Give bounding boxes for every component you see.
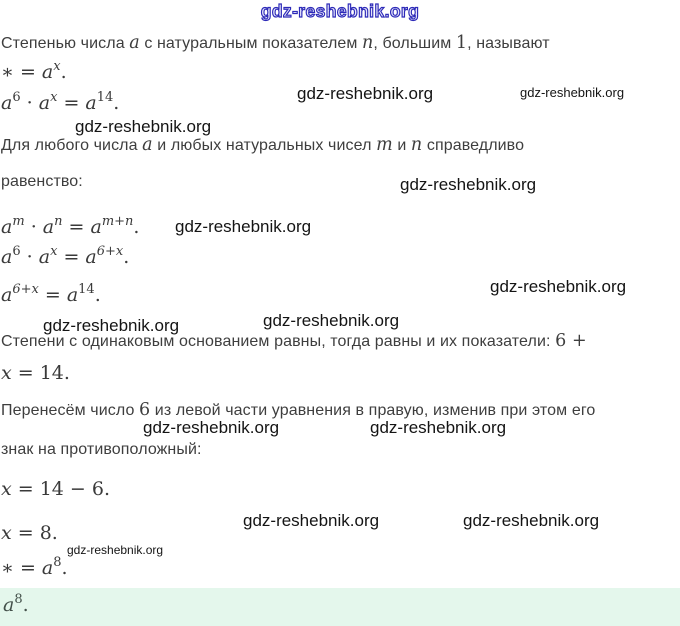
math-var-a: a — [90, 216, 102, 238]
equation-a6plusx-a14 — [1, 284, 101, 309]
text-run: справедливо — [422, 137, 525, 154]
watermark: gdz-reshebnik.org — [520, 85, 625, 100]
watermark: gdz-reshebnik.org — [297, 84, 434, 103]
math-exponent: x — [50, 90, 58, 105]
math-period: . — [123, 246, 130, 268]
site-title-watermark: gdz-reshebnik.org — [260, 1, 420, 21]
math-exponent: 14 — [78, 282, 95, 297]
math-var-a: a — [1, 216, 13, 238]
math-exponent: n — [54, 214, 63, 229]
equation-x-14-minus-6 — [1, 478, 110, 501]
math-var-a: a — [1, 246, 13, 268]
math-var-a: a — [42, 216, 55, 238]
math-var-a: a — [85, 92, 97, 114]
math-var-x: x — [1, 478, 12, 500]
math-operator: · — [24, 216, 43, 238]
math-var-x: x — [1, 522, 12, 544]
watermark: gdz-reshebnik.org — [463, 511, 600, 530]
math-operator: = — [38, 284, 67, 306]
math-var-a: a — [41, 557, 54, 579]
math-var-x: x — [1, 362, 12, 384]
watermark: gdz-reshebnik.org — [43, 316, 180, 335]
math-exponent: x — [50, 244, 58, 259]
paragraph-opposite-sign: знак на противоположный: — [1, 441, 202, 458]
watermark: gdz-reshebnik.org — [263, 311, 400, 330]
math-exponent: x — [53, 59, 61, 74]
math-exponent: 6 — [12, 90, 21, 105]
watermark: gdz-reshebnik.org — [75, 117, 212, 136]
math-period: . — [61, 557, 68, 579]
math-var-a: a — [129, 33, 140, 53]
equation-product-rule — [1, 216, 139, 241]
watermark: gdz-reshebnik.org — [370, 418, 507, 437]
math-period: . — [133, 216, 140, 238]
math-var-m: m — [376, 135, 393, 155]
equation-x-14 — [1, 362, 70, 385]
math-operator: ∗ = — [1, 557, 42, 579]
math-operator: = — [57, 92, 86, 114]
math-exponent: m+n — [101, 214, 134, 229]
text-run: с натуральным показателем — [139, 35, 363, 52]
final-answer — [3, 594, 29, 616]
math-period: . — [60, 61, 67, 83]
math-operator: · — [20, 246, 39, 268]
text-run: Степени с одинаковым основанием равны, тогда равны и их показатели: — [1, 333, 556, 350]
math-exponent: 6+x — [96, 244, 124, 259]
math-num-1: 1 — [455, 33, 468, 53]
answer-highlight-bar — [0, 588, 680, 626]
text-run: , называют — [467, 35, 550, 52]
watermark: gdz-reshebnik.org — [175, 217, 312, 236]
math-rhs: = 14 − 6. — [11, 478, 111, 500]
math-rhs: = 14. — [11, 362, 70, 384]
paragraph-equality: равенство: — [1, 173, 83, 190]
watermark: gdz-reshebnik.org — [400, 175, 537, 194]
math-var-a: a — [142, 135, 153, 155]
equation-a6-ax-a6plusx — [1, 246, 129, 271]
math-exponent: m — [12, 214, 25, 229]
math-num-6: 6 — [139, 400, 151, 420]
text-run: и — [392, 137, 411, 154]
text-run: и любых натуральных чисел — [152, 137, 377, 154]
math-rhs: = 8. — [11, 522, 58, 544]
math-operator: = — [62, 216, 91, 238]
watermark: gdz-reshebnik.org — [143, 418, 280, 437]
watermark: gdz-reshebnik.org — [67, 543, 164, 557]
text-run: Для любого числа — [1, 137, 143, 154]
math-num-6plus: 6 + — [555, 331, 587, 351]
text-run: из левой части уравнения в правую, изменив при этом его — [150, 402, 596, 419]
math-var-a: a — [1, 284, 13, 306]
math-var-a: a — [41, 61, 54, 83]
watermark: gdz-reshebnik.org — [243, 511, 380, 530]
math-exponent: 8 — [53, 555, 62, 570]
math-var-a: a — [3, 594, 15, 616]
math-operator: ∗ = — [1, 61, 42, 83]
math-var-a: a — [38, 246, 51, 268]
math-var-a: a — [85, 246, 97, 268]
math-operator: · — [20, 92, 39, 114]
math-exponent: 8 — [14, 592, 23, 607]
paragraph-move-term — [1, 400, 595, 421]
math-var-a: a — [66, 284, 79, 306]
math-exponent: 6 — [12, 244, 21, 259]
equation-x-8 — [1, 522, 58, 545]
paragraph-definition — [1, 33, 550, 54]
text-run: , большим — [373, 35, 456, 52]
equation-a6-ax-a14 — [1, 92, 119, 117]
watermark: gdz-reshebnik.org — [490, 277, 627, 296]
text-run: Перенесём число — [1, 402, 140, 419]
math-exponent: 14 — [96, 90, 114, 105]
math-var-n: n — [362, 33, 374, 53]
math-period: . — [113, 92, 120, 114]
math-var-a: a — [38, 92, 51, 114]
math-var-a: a — [1, 92, 13, 114]
equation-star-a8 — [1, 557, 68, 582]
paragraph-rule-intro — [1, 135, 524, 156]
math-operator: = — [57, 246, 86, 268]
math-var-n: n — [410, 135, 423, 155]
math-exponent: 6+x — [12, 282, 39, 297]
math-period: . — [22, 594, 29, 616]
equation-star-ax — [1, 61, 67, 86]
text-run: Степенью числа — [1, 35, 130, 52]
math-period: . — [94, 284, 101, 306]
